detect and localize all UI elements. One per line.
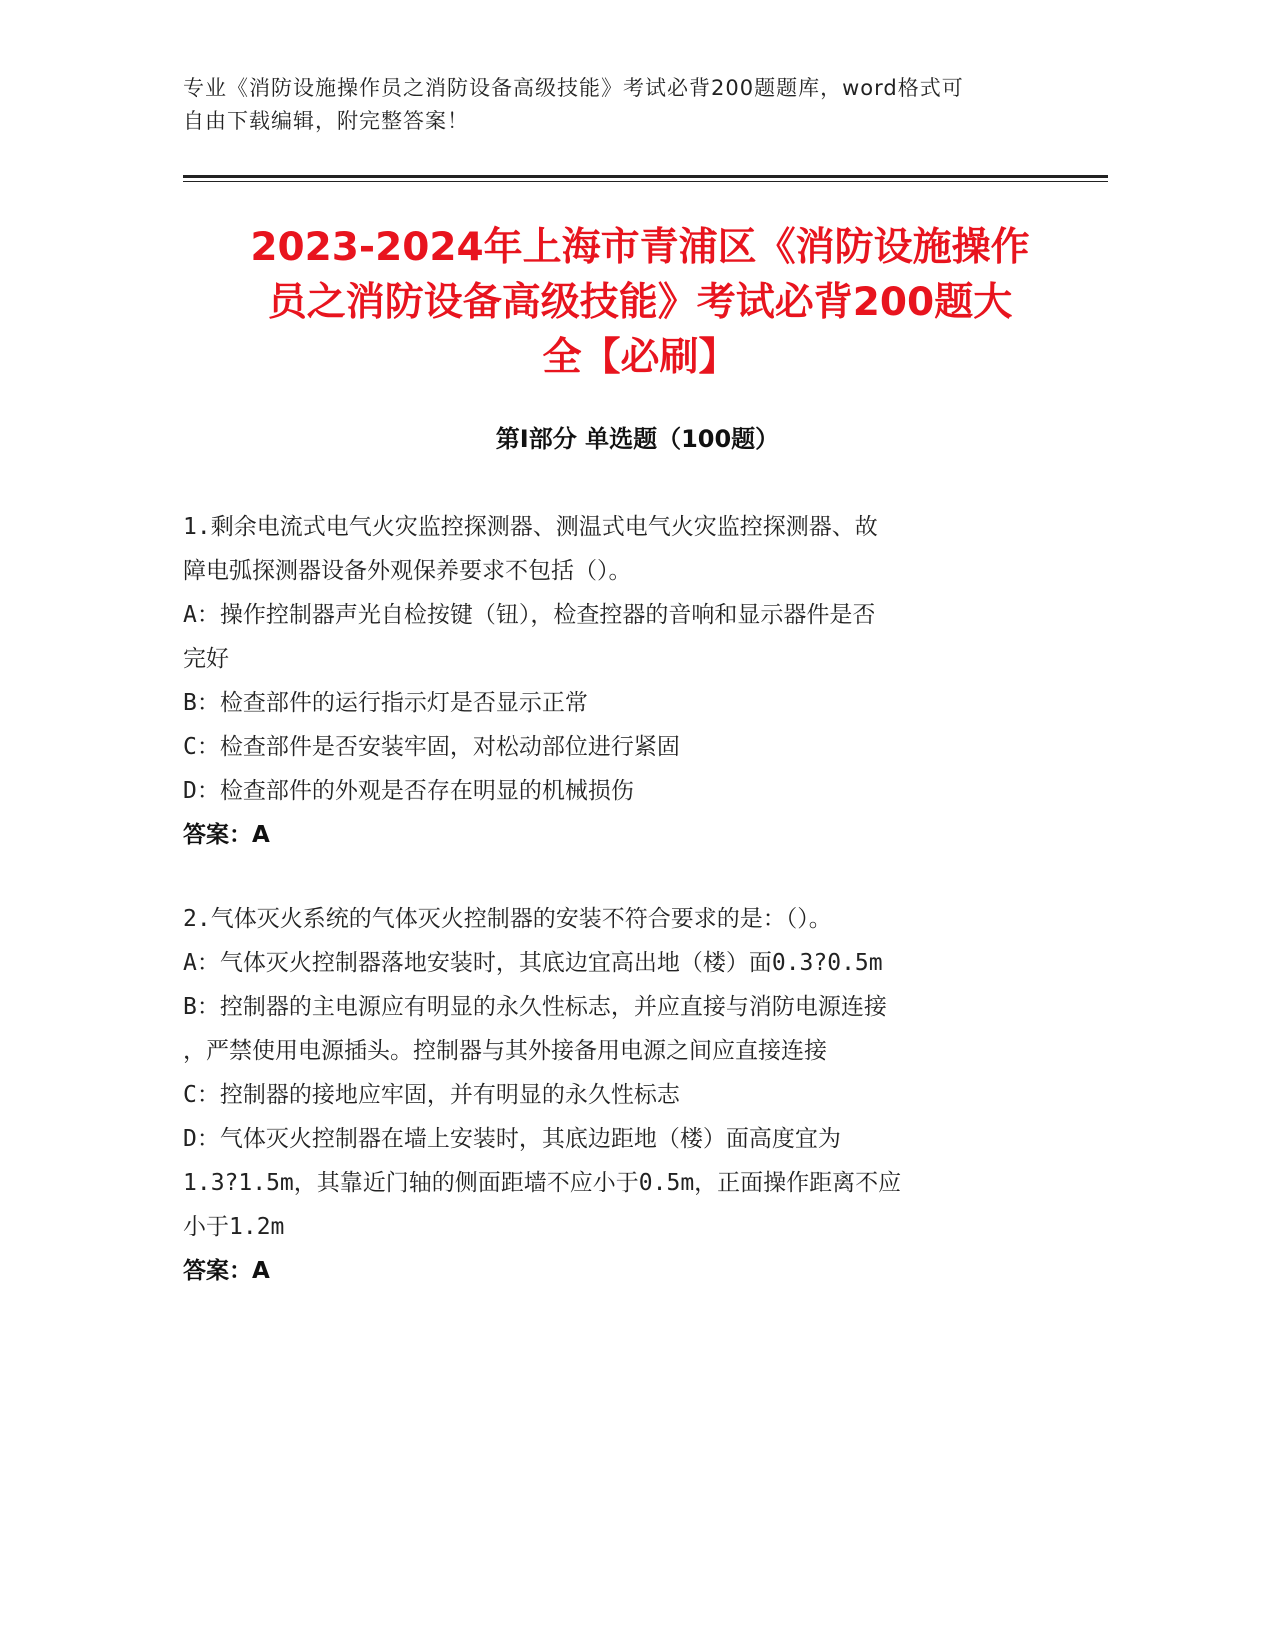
section-heading: 第I部分 单选题（100题） [495,425,780,453]
question-2-answer: 答案：A [183,1258,270,1284]
question-2-option-d-line-1: D：气体灭火控制器在墙上安装时，其底边距地（楼）面高度宜为 [183,1126,841,1152]
question-2-option-b-line-2: ，严禁使用电源插头。控制器与其外接备用电源之间应直接连接 [183,1038,827,1064]
question-2-option-a: A：气体灭火控制器落地安装时，其底边宜高出地（楼）面0.3?0.5m [183,950,883,976]
header-note-line-2: 自由下载编辑，附完整答案！ [183,109,469,133]
document-title-line-1: 2023-2024年上海市青浦区《消防设施操作 [250,225,1030,270]
question-2-stem: 2.气体灭火系统的气体灭火控制器的安装不符合要求的是：（）。 [183,906,832,932]
question-item [183,897,1083,1293]
question-1-stem-line-2: 障电弧探测器设备外观保养要求不包括（）。 [183,558,632,584]
header-rule-thick [183,175,1108,178]
document-title-line-3: 全【必刷】 [542,335,738,380]
question-1-option-c: C：检查部件是否安装牢固，对松动部位进行紧固 [183,734,680,760]
question-1-option-b: B：检查部件的运行指示灯是否显示正常 [183,690,588,716]
document-title [150,220,1130,385]
question-2-option-d-line-3: 小于1.2m [183,1214,285,1240]
header-note [183,72,1063,138]
question-list [183,505,1083,1333]
question-1-option-a-line-2: 完好 [183,646,229,672]
question-2-option-d-line-2: 1.3?1.5m，其靠近门轴的侧面距墙不应小于0.5m，正面操作距离不应 [183,1170,902,1196]
question-1-option-a-line-1: A：操作控制器声光自检按键（钮），检查控器的音响和显示器件是否 [183,602,876,628]
question-item [183,505,1083,857]
question-2-option-c: C：控制器的接地应牢固，并有明显的永久性标志 [183,1082,680,1108]
question-2-option-b-line-1: B：控制器的主电源应有明显的永久性标志，并应直接与消防电源连接 [183,994,887,1020]
document-title-line-2: 员之消防设备高级技能》考试必背200题大 [267,280,1013,325]
question-1-option-d: D：检查部件的外观是否存在明显的机械损伤 [183,778,634,804]
header-rule-thin [183,181,1108,182]
question-1-answer: 答案：A [183,822,270,848]
question-1-stem-line-1: 1.剩余电流式电气火灾监控探测器、测温式电气火灾监控探测器、故 [183,514,878,540]
header-note-line-1: 专业《消防设施操作员之消防设备高级技能》考试必背200题题库，word格式可 [183,76,964,100]
